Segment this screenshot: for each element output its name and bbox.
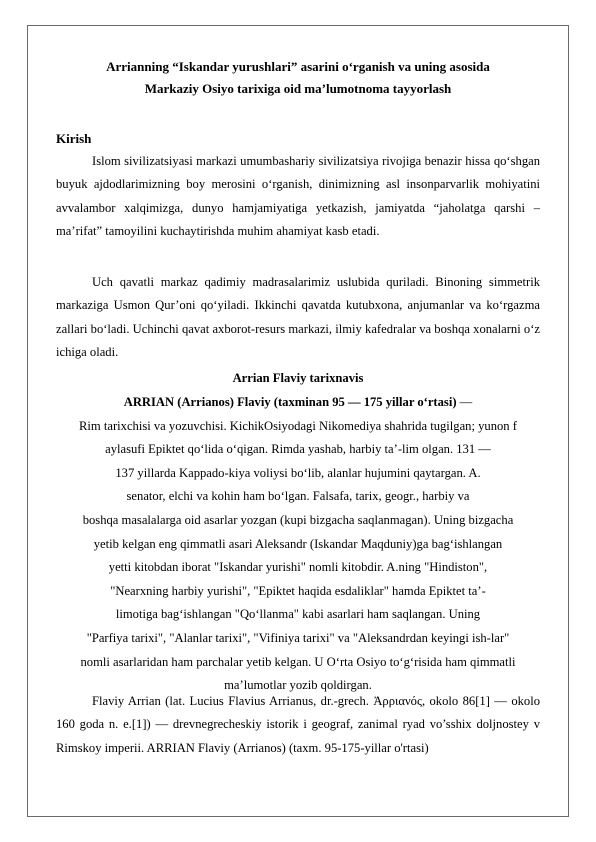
biography-line: yetti kitobdan iborat "Iskandar yurishi" nomli kitobdir. A.ning "Hindiston",: [108, 560, 488, 575]
biography-line: nomli asarlaridan ham parchalar yetib kelgan. U O‘rta Osiyo to‘g‘risida ham qimmatli: [80, 654, 516, 669]
subheading: Arrian Flaviy tarixnavis: [232, 371, 364, 385]
biography-dash: —: [456, 395, 473, 409]
paragraph-arrian-summary: [56, 690, 540, 760]
biography-block: [56, 391, 540, 698]
paragraph-arrian-summary-text: Flaviy Arrian (lat. Lucius Flavius Arrianus, dr.-grech. Ἀρριανός, okolo 86[1] — okolo 160 goda n. e.[1]) — drevnegrecheskiy istorik i geograf, zanimal ryad vo’sshix doljnostey v Rimskoy imperii. ARRIAN Flaviy (Arrianos) (taxm. 95-175-yillar o'rtasi): [56, 694, 540, 755]
paragraph-intro-text: Islom sivilizatsiyasi markazi umumbashariy sivilizatsiya rivojiga benazir hissa qo‘shgan buyuk ajdodlarimizning boy merosini o‘rganish, dinimizning asl insonparvarlik mohiyatini avvalambor xalqimizga, dunyo hamjamiyatiga yetkazish, jamiyatda “jaholatga qarshi – ma’rifat” tamoyilini kuchaytirishda muhim ahamiyat kasb etadi.: [56, 154, 540, 239]
biography-line: ma’lumotlar yozib qoldirgan.: [224, 678, 372, 693]
section-heading: Kirish: [56, 131, 92, 146]
biography-line: limotiga bag‘ishlangan "Qo‘llanma" kabi asarlari ham saqlangan. Uning: [115, 607, 481, 622]
biography-lines: [56, 415, 540, 698]
paragraph-center-description-text: Uch qavatli markaz qadimiy madrasalarimiz uslubida quriladi. Binoning simmetrik markaziga Usmon Qur’oni qo‘yiladi. Ikkinchi qavatda kutubxona, anjumanlar va ko‘rgazma zallari bo‘ladi. Uchinchi qavat axborot-resurs markazi, ilmiy kafedralar va boshqa xonalarni o‘z ichiga oladi.: [56, 275, 540, 360]
paragraph-intro: [56, 150, 540, 244]
biography-line: Rim tarixchisi va yozuvchisi. KichikOsiyodagi Nikomediya shahrida tugilgan; yunon f: [79, 418, 517, 433]
paragraph-center-description: [56, 271, 540, 365]
biography-line: boshqa masalalarga oid asarlar yozgan (kupi bizgacha saqlanmagan). Uning bizgacha: [82, 512, 514, 527]
document-title-line-1: Arrianning “Iskandar yurushlari” asarini o‘rganish va uning asosida: [106, 59, 490, 74]
biography-line: 137 yillarda Kappado-kiya voliysi bo‘lib, alanlar hujumini qaytargan. A.: [115, 465, 481, 480]
biography-heading: ARRIAN (Arrianos) Flaviy (taxminan 95 — 175 yillar o‘rtasi): [123, 395, 457, 409]
biography-line: yetib kelgan eng qimmatli asari Aleksandr (Iskandar Maqduniy)ga bag‘ishlangan: [93, 536, 503, 551]
biography-line: "Parfiya tarixi", "Alanlar tarixi", "Vifiniya tarixi" va "Aleksandrdan keyingi ish-lar": [86, 630, 510, 645]
biography-line: senator, elchi va kohin ham bo‘lgan. Falsafa, tarix, geogr., harbiy va: [126, 489, 470, 504]
biography-line: "Nearxning harbiy yurishi", "Epiktet haqida esdaliklar" hamda Epiktet ta’-: [110, 583, 486, 598]
biography-line: aylasufi Epiktet qo‘lida o‘qigan. Rimda yashab, harbiy ta’-lim olgan. 131 —: [105, 442, 491, 457]
document-title-line-2: Markaziy Osiyo tarixiga oid ma’lumotnoma tayyorlash: [144, 81, 452, 96]
biography-heading-line: [56, 391, 540, 415]
